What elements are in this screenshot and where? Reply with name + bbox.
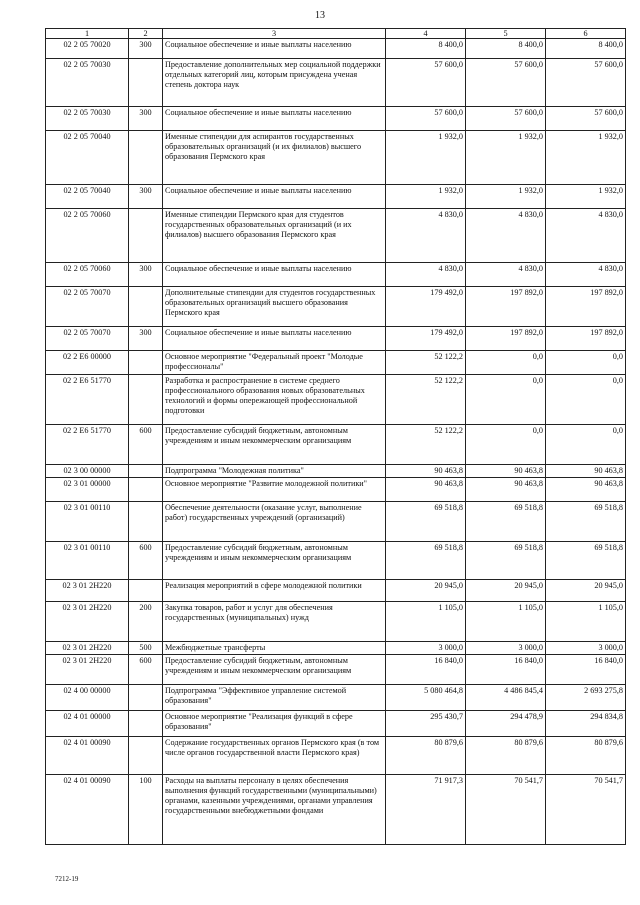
table-row (46, 465, 626, 478)
row-value-col5: 3 000,0 (466, 642, 546, 655)
row-expense-type: 300 (129, 185, 163, 209)
row-name: Содержание государственных органов Пермского края (в том числе органов государственной власти Пермского края) (163, 737, 386, 775)
row-code: 02 2 05 70040 (46, 185, 129, 209)
row-value-col6: 16 840,0 (546, 655, 626, 685)
row-code: 02 2 05 70060 (46, 209, 129, 263)
row-name: Именные стипендии Пермского края для студентов государственных образовательных организаций (и их филиалов) высшего образования Пермского края (163, 209, 386, 263)
row-code: 02 3 01 2Н220 (46, 602, 129, 642)
row-code: 02 3 01 00110 (46, 502, 129, 542)
header-row (46, 29, 626, 39)
row-value-col5: 20 945,0 (466, 580, 546, 602)
table-row (46, 59, 626, 107)
row-value-col5: 0,0 (466, 351, 546, 375)
row-value-col4: 16 840,0 (386, 655, 466, 685)
row-value-col4: 3 000,0 (386, 642, 466, 655)
table-row (46, 542, 626, 580)
page-number: 13 (315, 10, 325, 21)
row-value-col6: 90 463,8 (546, 465, 626, 478)
row-value-col6: 70 541,7 (546, 775, 626, 845)
row-value-col5: 4 486 845,4 (466, 685, 546, 711)
row-expense-type: 300 (129, 39, 163, 59)
row-value-col6: 90 463,8 (546, 478, 626, 502)
row-value-col5: 0,0 (466, 425, 546, 465)
row-expense-type (129, 375, 163, 425)
row-value-col5: 0,0 (466, 375, 546, 425)
row-value-col4: 71 917,3 (386, 775, 466, 845)
row-expense-type: 300 (129, 263, 163, 287)
row-code: 02 2 05 70040 (46, 131, 129, 185)
row-name: Социальное обеспечение и иные выплаты населению (163, 263, 386, 287)
row-value-col6: 294 834,8 (546, 711, 626, 737)
row-code: 02 3 01 2Н220 (46, 655, 129, 685)
row-code: 02 3 00 00000 (46, 465, 129, 478)
row-expense-type (129, 580, 163, 602)
row-code: 02 3 01 2Н220 (46, 642, 129, 655)
table-row (46, 478, 626, 502)
row-name: Подпрограмма "Эффективное управление системой образования" (163, 685, 386, 711)
table-row (46, 185, 626, 209)
row-value-col6: 57 600,0 (546, 107, 626, 131)
row-expense-type (129, 711, 163, 737)
row-value-col5: 69 518,8 (466, 542, 546, 580)
row-value-col5: 16 840,0 (466, 655, 546, 685)
row-name: Основное мероприятие "Реализация функций в сфере образования" (163, 711, 386, 737)
row-value-col4: 90 463,8 (386, 465, 466, 478)
row-code: 02 4 01 00000 (46, 711, 129, 737)
row-value-col5: 1 105,0 (466, 602, 546, 642)
row-value-col5: 1 932,0 (466, 185, 546, 209)
row-expense-type (129, 209, 163, 263)
table-row (46, 375, 626, 425)
row-expense-type (129, 737, 163, 775)
row-value-col4: 295 430,7 (386, 711, 466, 737)
row-value-col5: 8 400,0 (466, 39, 546, 59)
row-expense-type: 600 (129, 425, 163, 465)
row-code: 02 2 05 70070 (46, 327, 129, 351)
row-code: 02 2 Е6 51770 (46, 375, 129, 425)
row-expense-type (129, 287, 163, 327)
row-code: 02 2 05 70030 (46, 107, 129, 131)
row-value-col4: 20 945,0 (386, 580, 466, 602)
row-name: Социальное обеспечение и иные выплаты населению (163, 39, 386, 59)
row-value-col5: 69 518,8 (466, 502, 546, 542)
row-name: Основное мероприятие "Развитие молодежной политики" (163, 478, 386, 502)
row-name: Разработка и распространение в системе среднего профессионального образования новых образовательных технологий и формы опережающей профессиональной подготовки (163, 375, 386, 425)
row-name: Подпрограмма "Молодежная политика" (163, 465, 386, 478)
row-expense-type (129, 465, 163, 478)
row-expense-type: 600 (129, 542, 163, 580)
budget-table (45, 28, 626, 845)
row-expense-type (129, 59, 163, 107)
row-code: 02 4 00 00000 (46, 685, 129, 711)
table-row (46, 711, 626, 737)
row-value-col4: 8 400,0 (386, 39, 466, 59)
row-value-col6: 1 932,0 (546, 131, 626, 185)
row-value-col4: 1 932,0 (386, 185, 466, 209)
row-value-col6: 20 945,0 (546, 580, 626, 602)
header-col-6: 6 (546, 29, 626, 39)
row-value-col5: 90 463,8 (466, 478, 546, 502)
row-value-col4: 179 492,0 (386, 287, 466, 327)
row-value-col5: 70 541,7 (466, 775, 546, 845)
row-value-col4: 4 830,0 (386, 209, 466, 263)
row-value-col6: 8 400,0 (546, 39, 626, 59)
row-name: Межбюджетные трансферты (163, 642, 386, 655)
row-code: 02 3 01 00000 (46, 478, 129, 502)
header-col-4: 4 (386, 29, 466, 39)
row-value-col4: 57 600,0 (386, 59, 466, 107)
table-row (46, 655, 626, 685)
table-row (46, 602, 626, 642)
header-col-1: 1 (46, 29, 129, 39)
row-code: 02 2 05 70060 (46, 263, 129, 287)
row-value-col6: 0,0 (546, 425, 626, 465)
row-expense-type: 300 (129, 327, 163, 351)
row-value-col5: 197 892,0 (466, 327, 546, 351)
row-value-col6: 80 879,6 (546, 737, 626, 775)
row-expense-type (129, 351, 163, 375)
row-name: Основное мероприятие "Федеральный проект "Молодые профессионалы" (163, 351, 386, 375)
table-row (46, 685, 626, 711)
row-name: Социальное обеспечение и иные выплаты населению (163, 327, 386, 351)
row-value-col6: 197 892,0 (546, 327, 626, 351)
row-value-col5: 197 892,0 (466, 287, 546, 327)
table-row (46, 209, 626, 263)
row-value-col5: 57 600,0 (466, 59, 546, 107)
row-value-col6: 57 600,0 (546, 59, 626, 107)
row-value-col6: 197 892,0 (546, 287, 626, 327)
row-value-col4: 57 600,0 (386, 107, 466, 131)
row-name: Расходы на выплаты персоналу в целях обеспечения выполнения функций государственными (муниципальными) органами, казенными учреждениями, органами управления государственными внебюджетными фондами (163, 775, 386, 845)
row-name: Предоставление субсидий бюджетным, автономным учреждениям и иным некоммерческим организациям (163, 425, 386, 465)
row-value-col4: 52 122,2 (386, 375, 466, 425)
row-value-col4: 1 932,0 (386, 131, 466, 185)
table-row (46, 502, 626, 542)
header-col-3: 3 (163, 29, 386, 39)
row-value-col4: 69 518,8 (386, 542, 466, 580)
row-expense-type: 500 (129, 642, 163, 655)
table-body (46, 39, 626, 845)
footer-code: 7212-19 (55, 875, 79, 883)
table-row (46, 131, 626, 185)
row-expense-type: 200 (129, 602, 163, 642)
row-code: 02 2 Е6 51770 (46, 425, 129, 465)
row-code: 02 3 01 2Н220 (46, 580, 129, 602)
table-row (46, 351, 626, 375)
row-value-col6: 0,0 (546, 351, 626, 375)
row-code: 02 2 Е6 00000 (46, 351, 129, 375)
row-code: 02 4 01 00090 (46, 737, 129, 775)
row-value-col4: 1 105,0 (386, 602, 466, 642)
table-row (46, 107, 626, 131)
row-code: 02 2 05 70020 (46, 39, 129, 59)
row-expense-type (129, 502, 163, 542)
row-name: Закупка товаров, работ и услуг для обеспечения государственных (муниципальных) нужд (163, 602, 386, 642)
table-row (46, 580, 626, 602)
row-name: Обеспечение деятельности (оказание услуг, выполнение работ) государственных учреждений (организаций) (163, 502, 386, 542)
row-value-col4: 52 122,2 (386, 425, 466, 465)
table-row (46, 425, 626, 465)
row-value-col5: 4 830,0 (466, 209, 546, 263)
row-value-col6: 1 932,0 (546, 185, 626, 209)
row-name: Предоставление субсидий бюджетным, автономным учреждениям и иным некоммерческим организациям (163, 542, 386, 580)
row-value-col6: 1 105,0 (546, 602, 626, 642)
row-value-col6: 69 518,8 (546, 542, 626, 580)
row-expense-type (129, 685, 163, 711)
row-name: Предоставление субсидий бюджетным, автономным учреждениям и иным некоммерческим организациям (163, 655, 386, 685)
table-row (46, 642, 626, 655)
row-code: 02 2 05 70030 (46, 59, 129, 107)
table-row (46, 39, 626, 59)
row-expense-type (129, 131, 163, 185)
row-expense-type: 300 (129, 107, 163, 131)
row-code: 02 2 05 70070 (46, 287, 129, 327)
row-value-col5: 4 830,0 (466, 263, 546, 287)
row-name: Именные стипендии для аспирантов государственных образовательных организаций (и их филиалов) высшего образования Пермского края (163, 131, 386, 185)
row-value-col4: 5 080 464,8 (386, 685, 466, 711)
row-value-col4: 80 879,6 (386, 737, 466, 775)
row-value-col6: 4 830,0 (546, 209, 626, 263)
row-value-col6: 4 830,0 (546, 263, 626, 287)
row-code: 02 4 01 00090 (46, 775, 129, 845)
row-value-col5: 294 478,9 (466, 711, 546, 737)
row-name: Реализация мероприятий в сфере молодежной политики (163, 580, 386, 602)
row-expense-type (129, 478, 163, 502)
table-row (46, 737, 626, 775)
row-value-col5: 1 932,0 (466, 131, 546, 185)
row-value-col5: 80 879,6 (466, 737, 546, 775)
row-name: Предоставление дополнительных мер социальной поддержки отдельных категорий лиц, которым присуждена ученая степень доктора наук (163, 59, 386, 107)
row-value-col6: 2 693 275,8 (546, 685, 626, 711)
table-row (46, 287, 626, 327)
row-value-col4: 90 463,8 (386, 478, 466, 502)
row-value-col6: 0,0 (546, 375, 626, 425)
row-value-col6: 69 518,8 (546, 502, 626, 542)
header-col-5: 5 (466, 29, 546, 39)
table-row (46, 327, 626, 351)
row-name: Социальное обеспечение и иные выплаты населению (163, 107, 386, 131)
row-value-col6: 3 000,0 (546, 642, 626, 655)
row-name: Социальное обеспечение и иные выплаты населению (163, 185, 386, 209)
row-name: Дополнительные стипендии для студентов государственных образовательных организаций высшего образования Пермского края (163, 287, 386, 327)
row-expense-type: 600 (129, 655, 163, 685)
table-row (46, 775, 626, 845)
row-value-col5: 90 463,8 (466, 465, 546, 478)
row-value-col4: 179 492,0 (386, 327, 466, 351)
header-col-2: 2 (129, 29, 163, 39)
row-value-col4: 52 122,2 (386, 351, 466, 375)
row-value-col4: 4 830,0 (386, 263, 466, 287)
row-value-col5: 57 600,0 (466, 107, 546, 131)
row-value-col4: 69 518,8 (386, 502, 466, 542)
row-code: 02 3 01 00110 (46, 542, 129, 580)
table-row (46, 263, 626, 287)
row-expense-type: 100 (129, 775, 163, 845)
